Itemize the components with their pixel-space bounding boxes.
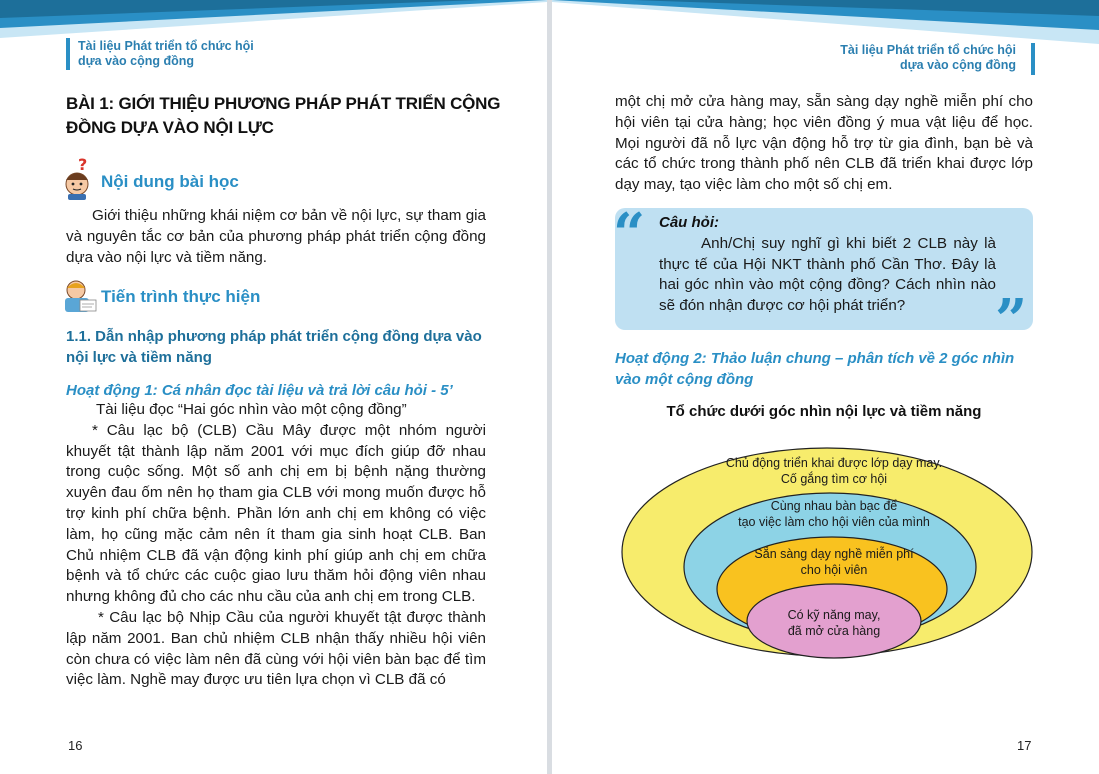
running-header	[840, 43, 1016, 73]
page-number: 16	[68, 738, 83, 753]
lesson-title-line1: BÀI 1: GIỚI THIỆU PHƯƠNG PHÁP PHÁT TRIỂN CỘNG	[66, 94, 501, 113]
layer-2-line1: Cùng nhau bàn bạc để	[770, 499, 898, 513]
header-accent-bar	[66, 38, 70, 70]
continuation-text: một chị mở cửa hàng may, sẵn sàng dạy nghề miễn phí cho hội viên tại cửa hàng; học viên đồng ý mua vật liệu để học. Mọi người đã nỗ lực vận động hỗ trợ từ gia đình, bạn bè và các tổ chức trong thành phố nên CLB đã triển khai được lớp dạy may, tạo việc làm cho một số chị em.	[615, 93, 1033, 194]
layer-inner-line2: đã mở cửa hàng	[787, 624, 881, 638]
running-header-line2: dựa vào cộng đồng	[78, 54, 194, 68]
question-body: Anh/Chị suy nghĩ gì khi biết 2 CLB này là thực tế của Hội NKT thành phố Cần Thơ. Đây là hai góc nhìn vào một cộng đồng? Cách nhìn nào sẽ đón nhận được cơ hội phát triển?	[659, 235, 996, 314]
layer-outer-line2: Cố gắng tìm cơ hội	[780, 472, 888, 486]
thinking-person-icon	[62, 156, 96, 200]
lesson-title	[66, 92, 506, 140]
running-header-line2: dựa vào cộng đồng	[900, 58, 1016, 72]
reading-title: Tài liệu đọc “Hai góc nhìn vào một cộng đồng”	[96, 401, 407, 418]
activity-1-heading: Hoạt động 1: Cá nhân đọc tài liệu và trả lời câu hỏi - 5’	[66, 382, 453, 399]
layer-3-line2: cho hội viên	[800, 563, 868, 577]
section-content-text: Giới thiệu những khái niệm cơ bản về nội lực, sự tham gia và nguyên tắc cơ bản của phương pháp phát triển cộng đồng dựa vào nội lực và tiềm năng.	[66, 207, 486, 266]
activity-2-heading: Hoạt động 2: Thảo luận chung – phân tích về 2 góc nhìn vào một cộng đồng	[615, 350, 1015, 388]
running-header-line1: Tài liệu Phát triển tổ chức hội	[78, 39, 254, 53]
reading-body	[66, 400, 486, 691]
section-title-process: Tiến trình thực hiện	[101, 287, 261, 306]
layer-inner-line1: Có kỹ năng may,	[787, 608, 881, 622]
paragraph-club-nhip-cau: * Câu lạc bộ Nhịp Cầu của người khuyết tật được thành lập năm 2001. Ban chủ nhiệm CLB nhận thấy nhiều hội viên còn chưa có việc làm nên đã cùng với hội viên bàn bạc để tìm việc làm. Nghề may được ưu tiên lựa chọn vì CLB đã có	[66, 608, 486, 689]
running-header	[78, 39, 254, 69]
close-quote-icon: ”	[995, 287, 1028, 353]
page-number: 17	[1017, 738, 1032, 753]
diagram-title: Tổ chức dưới góc nhìn nội lực và tiềm năng	[666, 403, 982, 420]
subheading-1-1: 1.1. Dẫn nhập phương pháp phát triển cộng đồng dựa vào nội lực và tiềm năng	[66, 328, 482, 366]
running-header-line1: Tài liệu Phát triển tổ chức hội	[840, 43, 1016, 57]
paragraph-club-cau-may: * Câu lạc bộ (CLB) Cầu Mây được một nhóm người khuyết tật thành lập năm 2001 với mục đích giúp đỡ nhau trong cuộc sống. Một số anh chị em bị bệnh nặng thường xuyên đau ốm nên họ tham gia CLB với mong muốn được hỗ trợ kinh phí chữa bệnh. Phần lớn anh chị em không có việc làm, họ cũng mặc cảm nên ít tham gia sinh hoạt CLB. Ban Chủ nhiệm CLB đã vận động kinh phí giúp anh chị em chữa bệnh và tổ chức các cuộc giao lưu thăm hỏi động viên nhau nhưng không đủ cho các nhu cầu của anh chị em trong CLB.	[66, 421, 486, 606]
header-decoration	[552, 0, 1099, 60]
header-accent-bar	[1031, 43, 1035, 75]
svg-text:?: ?	[78, 156, 88, 174]
layer-outer-line1: Chủ động triển khai được lớp dạy may.	[725, 456, 943, 470]
open-quote-icon: “	[613, 201, 646, 267]
left-page	[0, 0, 547, 774]
writing-person-icon	[62, 278, 98, 314]
lesson-title-line2: ĐỒNG DỰA VÀO NỘI LỰC	[66, 118, 274, 137]
question-text	[659, 234, 996, 316]
nested-ellipse-diagram	[612, 440, 1040, 670]
layer-3-line1: Sẵn sàng dạy nghề miễn phí	[754, 547, 914, 561]
section-title-content: Nội dung bài học	[101, 172, 239, 191]
layer-2-line2: tạo việc làm cho hội viên của mình	[738, 515, 930, 529]
question-label: Câu hỏi:	[659, 214, 719, 231]
